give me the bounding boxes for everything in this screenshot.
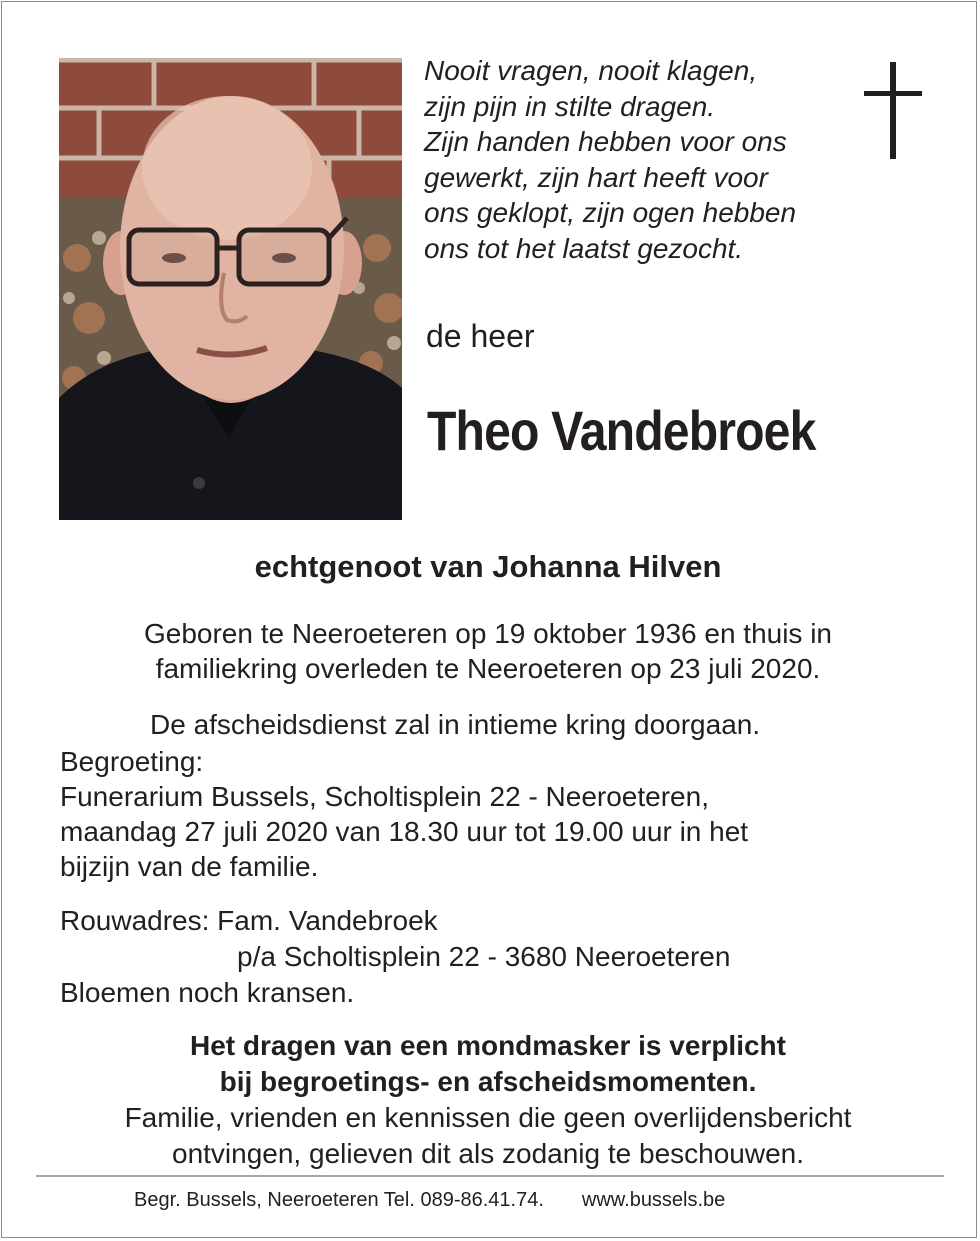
poem-line: Nooit vragen, nooit klagen, [424,55,758,86]
visitation-line: bijzijn van de familie. [60,851,319,882]
cross-icon [864,62,922,164]
name-prefix: de heer [426,318,535,354]
poem-line: zijn pijn in stilte dragen. [424,90,716,122]
footer-company: Begr. Bussels, Neeroeteren Tel. 089-86.41.74. [134,1189,544,1211]
flowers-note: Bloemen noch kransen. [60,977,355,1008]
mourning-address-name: Rouwadres: Fam. Vandebroek [60,905,438,936]
mask-notice: bij begroetings- en afscheidsmomenten. [219,1066,757,1097]
notice-block [0,1028,976,1172]
poem-line: Zijn handen hebben voor ons [424,126,787,157]
notice-text: ontvingen, gelieven dit als zodanig te beschouwen. [172,1138,804,1169]
death-line: familiekring overleden te Neeroeteren op 23 juli 2020. [155,653,821,684]
footer [134,1189,725,1212]
poem-line: ons geklopt, zijn ogen hebben [424,197,797,228]
footer-divider [36,1175,944,1177]
portrait-photo [59,58,402,520]
spouse-line: echtgenoot van Johanna Hilven [254,549,722,584]
mourning-address-street: p/a Scholtisplein 22 - 3680 Neeroeteren [237,941,731,972]
visitation-line: Begroeting: [60,746,204,777]
footer-website-link[interactable]: www.bussels.be [581,1189,726,1211]
poem-line: ons tot het laatst gezocht. [424,232,744,264]
notice-text: Familie, vrienden en kennissen die geen overlijdensbericht [124,1102,852,1133]
mask-notice: Het dragen van een mondmasker is verplicht [190,1030,786,1061]
mourning-address-block [60,903,730,1011]
poem-verse [424,53,864,266]
birth-line: Geboren te Neeroeteren op 19 oktober 1936 en thuis in [143,618,833,649]
service-text: De afscheidsdienst zal in intieme kring doorgaan. [150,709,761,740]
visitation-block [60,744,748,884]
visitation-line: maandag 27 juli 2020 van 18.30 uur tot 19.00 uur in het [60,816,749,847]
poem-line: gewerkt, zijn hart heeft voor [424,161,768,193]
visitation-line: Funerarium Bussels, Scholtisplein 22 - Neeroeteren, [60,781,709,812]
deceased-name: Theo Vandebroek [427,399,816,462]
birth-death-paragraph [0,616,976,686]
